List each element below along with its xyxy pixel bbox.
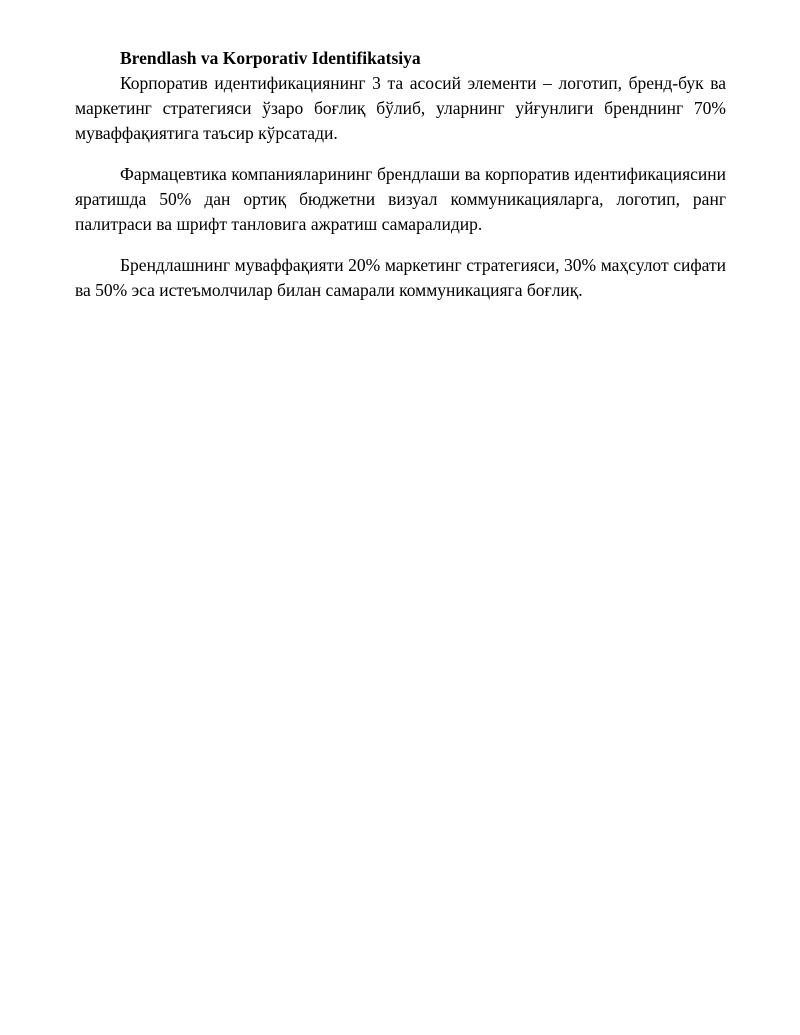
- paragraph-1: Корпоратив идентификациянинг 3 та асосий элементи – логотип, бренд-бук ва маркетинг стратегияси ўзаро боғлиқ бўлиб, уларнинг уйғунлиги бренднинг 70% муваффақиятига таъсир кўрсатади.: [75, 73, 726, 143]
- paragraph-3: Брендлашнинг муваффақияти 20% маркетинг стратегияси, 30% маҳсулот сифати ва 50% эса истеъмолчилар билан самарали коммуникацияга боғлиқ.: [75, 255, 726, 300]
- paragraph-2: Фармацевтика компанияларининг брендлаши ва корпоратив идентификациясини яратишда 50% дан ортиқ бюджетни визуал коммуникацияларга, логотип, ранг палитраси ва шрифт танловига ажратиш самаралидир.: [75, 164, 726, 234]
- document-body: [75, 46, 726, 319]
- document-title: Brendlash va Korporativ Identifikatsiya: [120, 48, 421, 68]
